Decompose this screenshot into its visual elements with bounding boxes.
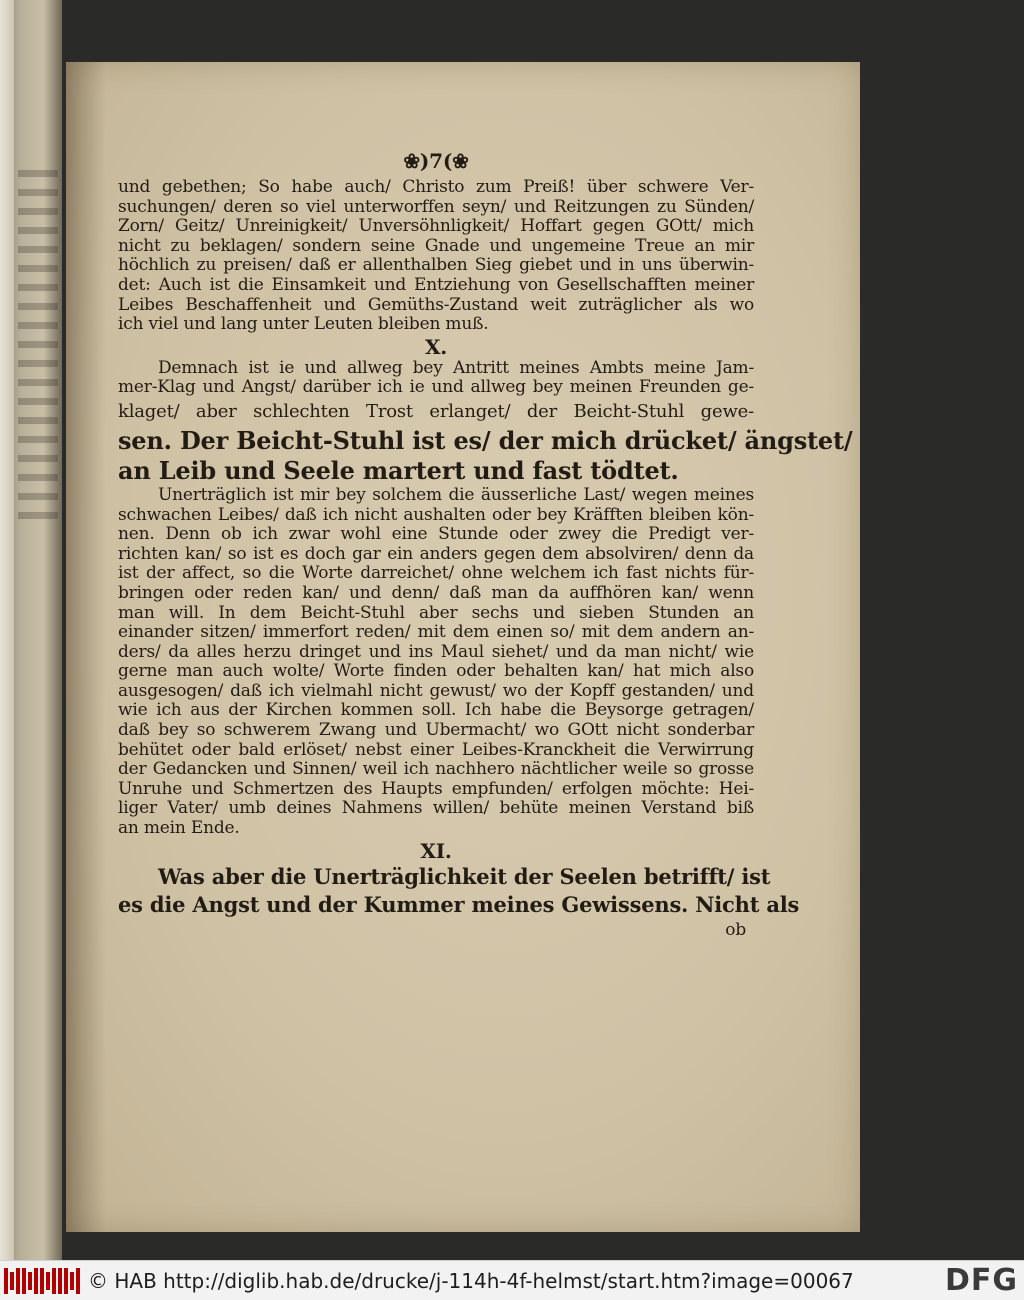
previous-page-margin (0, 0, 14, 1260)
text-line: ich viel und lang unter Leuten bleiben muß. (118, 314, 489, 335)
text-line: bringen oder reden kan/ und denn/ daß man da auffhören kan/ wenn (118, 582, 754, 603)
text-line: Zorn/ Geitz/ Unreinigkeit/ Unversöhnligkeit/ Hoffart gegen GOtt/ mich (118, 216, 754, 237)
paragraph-intro (118, 178, 754, 335)
text-line: nen. Denn ob ich zwar wohl eine Stunde oder zwey die Predigt ver- (118, 524, 754, 545)
text-line: Leibes Beschaffenheit und Gemüths-Zustand weit zuträglicher als wo (118, 294, 754, 315)
text-line: ist der affect, so die Worte darreichet/ ohne welchem ich fast nichts für- (118, 563, 754, 584)
text-line: an mein Ende. (118, 818, 240, 839)
text-line: man will. In dem Beicht-Stuhl aber sechs und sieben Stunden an (118, 602, 754, 623)
hab-logo-icon (4, 1266, 84, 1296)
text-line: und gebethen; So habe auch/ Christo zum Preiß! über schwere Ver- (118, 177, 754, 197)
page-text (118, 148, 853, 941)
text-line: liger Vater/ umb deines Nahmens willen/ behüte meinen Verstand biß (118, 798, 754, 819)
emphasis-line: es die Angst und der Kummer meines Gewissens. Nicht als (118, 891, 800, 917)
paragraph-xi (118, 863, 800, 941)
text-line: einander sitzen/ immerfort reden/ mit dem einen so/ mit dem andern an- (118, 622, 754, 643)
text-line: klaget/ aber schlechten Trost erlanget/ der Beicht-Stuhl gewe- (118, 400, 754, 422)
text-line: richten kan/ so ist es doch gar ein anders gegen dem absolviren/ denn da (118, 543, 754, 564)
text-line: höchlich zu preisen/ daß er allenthalben Sieg giebet und in uns überwin- (118, 255, 754, 276)
text-line: Demnach ist ie und allweg bey Antritt meines Ambts meine Jam- (158, 357, 754, 378)
book-page (66, 62, 860, 1232)
text-line: ausgesogen/ daß ich vielmahl nicht gewust/ wo der Kopff gestanden/ und (118, 680, 754, 701)
text-line: suchungen/ deren so viel unterworffen seyn/ und Reitzungen zu Sünden/ (118, 196, 754, 217)
section-heading-x: X. (424, 334, 448, 359)
previous-page-edge (0, 0, 62, 1260)
section-heading-xi: XI. (420, 838, 452, 863)
text-line: Unerträglich ist mir bey solchem die äusserliche Last/ wegen meines (158, 484, 754, 505)
text-line: det: Auch ist die Einsamkeit und Entziehung von Gesellschafften meiner (118, 274, 754, 295)
text-line: behütet oder bald erlöset/ nebst einer Leibes-Kranckheit die Verwirrung (118, 739, 754, 760)
text-line: gerne man auch wolte/ Worte finden oder behalten kan/ hat mich also (118, 661, 754, 682)
page-header-ornament: ❀)7(❀ (403, 149, 469, 173)
paragraph-body (118, 486, 754, 839)
copyright-link[interactable]: © HAB http://diglib.hab.de/drucke/j-114h-4f-helmst/start.htm?image=00067 (88, 1268, 854, 1293)
text-line: daß bey so schwerem Zwang und Ubermacht/ wo GOtt nicht sonderbar (118, 720, 754, 741)
text-line: ders/ da alles herzu dringet und ins Maul siehet/ und da man nicht/ wie (118, 641, 754, 662)
text-line: nicht zu beklagen/ sondern seine Gnade und ungemeine Treue an mir (118, 235, 754, 256)
text-line: der Gedancken und Sinnen/ weil ich nachhero nächtlicher weile so grosse (118, 759, 754, 780)
catchword: ob (725, 919, 746, 940)
text-line: Unruhe und Schmertzen des Haupts empfunden/ erfolgen möchte: Hei- (118, 778, 754, 799)
viewer-footer (0, 1260, 1024, 1300)
text-line: wie ich aus der Kirchen kommen soll. Ich habe die Beysorge getragen/ (118, 700, 754, 721)
emphasis-line: an Leib und Seele martert und fast tödtet. (118, 455, 679, 485)
text-line: mer-Klag und Angst/ darüber ich ie und allweg bey meinen Freunden ge- (118, 377, 754, 398)
emphasis-line: Was aber die Unerträglichkeit der Seelen betrifft/ ist (158, 863, 771, 889)
emphasis-line: sen. Der Beicht-Stuhl ist es/ der mich drücket/ ängstet/ (118, 425, 853, 455)
page-gutter-shadow (66, 62, 106, 1232)
dfg-logo: DFG (944, 1263, 1018, 1298)
previous-page-bleed-text (18, 170, 58, 530)
text-line: schwachen Leibes/ daß ich nicht aushalten oder bey Kräfften bleiben kön- (118, 504, 754, 525)
paragraph-x (118, 357, 853, 486)
